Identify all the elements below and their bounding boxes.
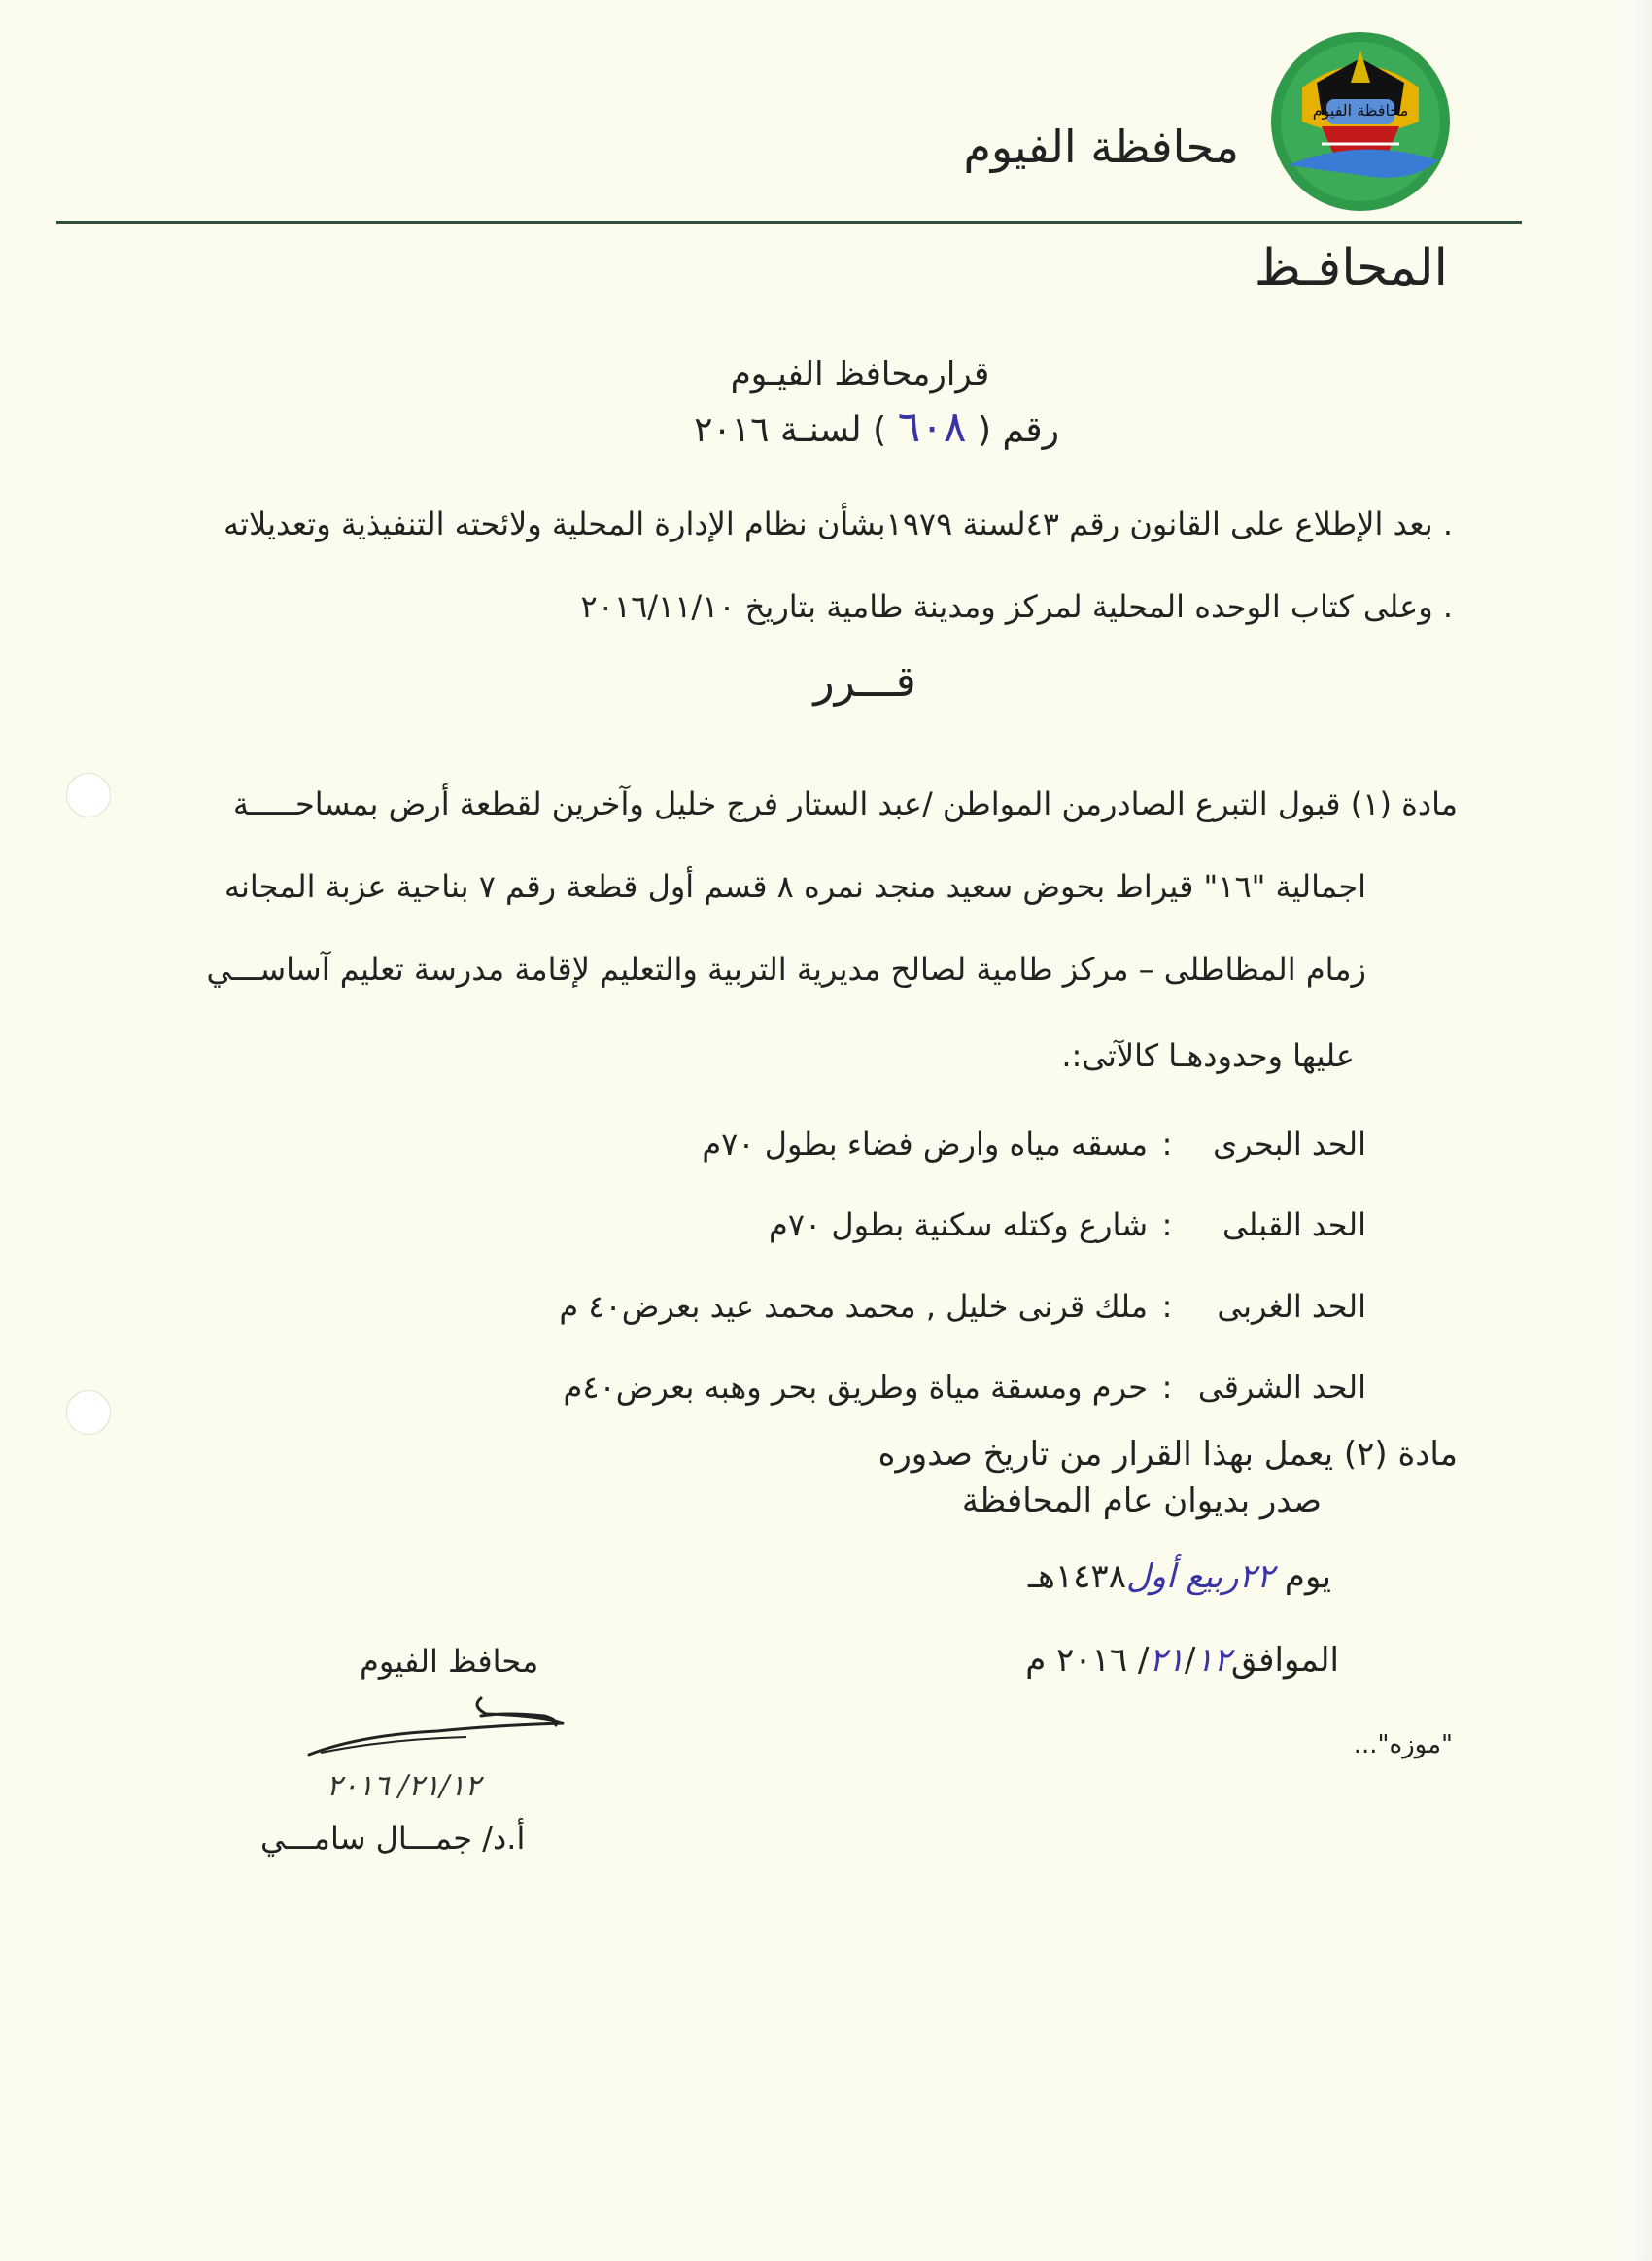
punch-hole (66, 773, 111, 817)
issued-at: صدر بديوان عام المحافظة (961, 1481, 1322, 1520)
article1-line: اجمالية "١٦" قيراط بحوض سعيد منجد نمره ٨ قسم أول قطعة رقم ٧ بناحية عزبة المجانه (224, 868, 1366, 905)
number-prefix: رقم ( (977, 410, 1059, 450)
hijri-prefix: يوم (1284, 1557, 1331, 1596)
decree-heading: قـــرر (813, 657, 916, 707)
governorate-name: محافظة الفيوم (963, 121, 1239, 173)
article2-text: مادة (٢) يعمل بهذا القرار من تاريخ صدوره (878, 1435, 1458, 1474)
signatory-name: أ.د/ جمـــال سامـــي (260, 1820, 526, 1857)
boundary-value: شارع وكتله سكنية بطول ٧٠م (769, 1206, 1148, 1243)
gregorian-sep: / (1184, 1641, 1196, 1680)
number-suffix: ) لسنـة ٢٠١٦ (694, 410, 887, 450)
article1-line: زمام المظاطلى – مركز طامية لصالح مديرية التربية والتعليم لإقامة مدرسة تعليم آساســـي (206, 951, 1366, 988)
boundary-label: الحد القبلى (1222, 1206, 1366, 1243)
gregorian-day: ٢١ (1149, 1641, 1185, 1680)
preamble-line: . بعد الإطلاع على القانون رقم ٤٣لسنة ١٩٧٩بشأن نظام الإدارة المحلية ولائحته التنفيذية وتعديلاته (223, 505, 1453, 542)
hijri-handwritten: ٢٢ربيع أول (1125, 1557, 1275, 1596)
punch-hole (66, 1390, 111, 1435)
signatory-title: محافظ الفيوم (360, 1643, 539, 1680)
typist-initials: "موزه"... (1353, 1730, 1453, 1759)
hijri-suffix: ١٤٣٨هـ (1028, 1557, 1126, 1596)
decision-heading: قرارمحافظ الفيـوم (730, 355, 990, 394)
boundary-value: حرم ومسقة مياة وطريق بحر وهبه بعرض٤٠م (563, 1369, 1148, 1406)
boundary-label: الحد البحرى (1213, 1126, 1366, 1163)
gregorian-month: ١٢ (1195, 1641, 1231, 1680)
logo-text: محافظة الفيوم (1312, 101, 1409, 120)
boundary-label: الحد الغربى (1217, 1288, 1366, 1325)
gregorian-date-line (1025, 1641, 1339, 1680)
gregorian-suffix: / ٢٠١٦ م (1025, 1641, 1150, 1680)
boundary-value: مسقه مياه وارض فضاء بطول ٧٠م (702, 1126, 1148, 1163)
decision-number-line (694, 402, 1059, 452)
decision-number: ٦٠٨ (897, 402, 967, 452)
boundary-row: الحد الشرقى:حرم ومسقة مياة وطريق بحر وهبه بعرض٤٠م (563, 1369, 1366, 1406)
signature-date: ٢١/١٢/ ٢٠١٦ (327, 1769, 481, 1803)
page-edge (1607, 0, 1652, 2261)
boundary-label: الحد الشرقى (1197, 1369, 1366, 1406)
article1-line: عليها وحدودهـا كالآتى:. (1061, 1037, 1355, 1074)
governorate-logo (1263, 29, 1458, 214)
boundary-row: الحد البحرى:مسقه مياه وارض فضاء بطول ٧٠م (702, 1126, 1366, 1163)
boundary-row: الحد الغربى:ملك قرنى خليل , محمد محمد عيد بعرض٤٠ م (559, 1288, 1366, 1325)
boundary-value: ملك قرنى خليل , محمد محمد عيد بعرض٤٠ م (559, 1288, 1148, 1325)
header-divider (56, 221, 1522, 224)
boundary-row: الحد القبلى:شارع وكتله سكنية بطول ٧٠م (769, 1206, 1366, 1243)
office-title: المحافـظ (1254, 239, 1448, 297)
preamble-line: . وعلى كتاب الوحده المحلية لمركز ومدينة طامية بتاريخ ٢٠١٦/١١/١٠ (580, 588, 1453, 625)
article1-line: مادة (١) قبول التبرع الصادرمن المواطن /عبد الستار فرج خليل وآخرين لقطعة أرض بمساحـــــة (232, 785, 1458, 822)
gregorian-prefix: الموافق (1230, 1641, 1339, 1680)
hijri-date-line (1028, 1557, 1331, 1596)
